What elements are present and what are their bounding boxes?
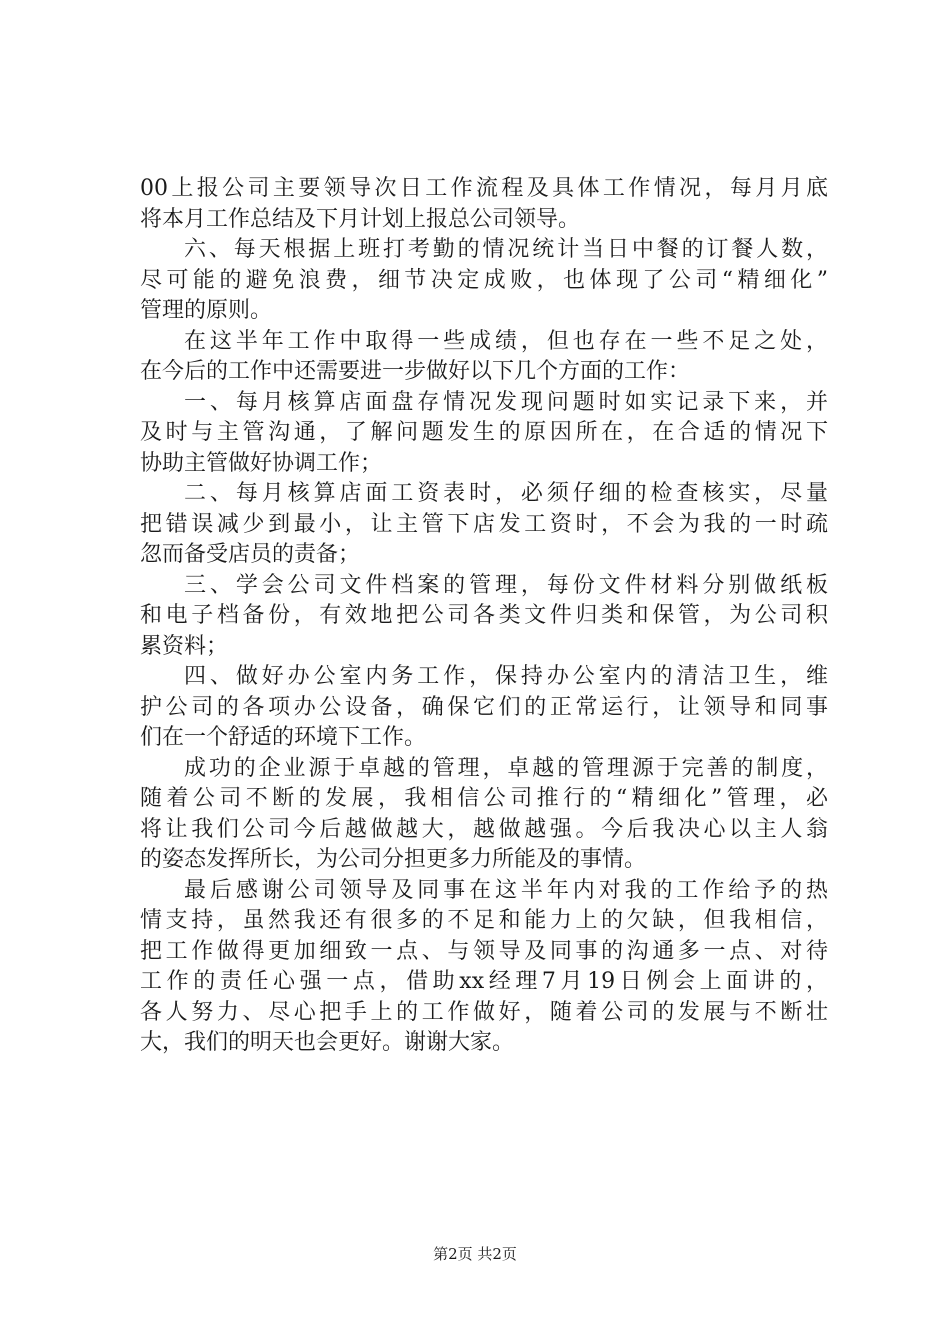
text-line: 及时与主管沟通，了解问题发生的原因所在，在合适的情况下 <box>140 420 828 445</box>
text-line: 大，我们的明天也会更好。谢谢大家。 <box>140 1030 515 1055</box>
text-line: 在今后的工作中还需要进一步做好以下几个方面的工作： <box>140 359 691 384</box>
text-line: 把工作做得更加细致一点、与领导及同事的沟通多一点、对待 <box>140 938 828 964</box>
text-line: 协助主管做好协调工作； <box>140 450 383 476</box>
text-line: 情支持，虽然我还有很多的不足和能力上的欠缺，但我相信， <box>140 908 828 933</box>
text-line: 的姿态发挥所长，为公司分担更多力所能及的事情。 <box>140 847 647 872</box>
text-line: 和电子档备份，有效地把公司各类文件归类和保管，为公司积 <box>140 603 828 628</box>
text-line: 00上报公司主要领导次日工作流程及具体工作情况，每月月底 <box>140 176 828 201</box>
document-body <box>140 174 828 1059</box>
text-line: 四、做好办公室内务工作，保持办公室内的清洁卫生，维 <box>184 664 828 689</box>
text-line: 工作的责任心强一点，借助xx经理7月19日例会上面讲的， <box>140 969 828 994</box>
text-line: 在这半年工作中取得一些成绩，但也存在一些不足之处， <box>184 328 828 354</box>
text-line: 将让我们公司今后越做越大，越做越强。今后我决心以主人翁 <box>140 816 828 842</box>
text-line: 各人努力、尽心把手上的工作做好，随着公司的发展与不断壮 <box>140 999 828 1025</box>
text-line: 累资料； <box>140 633 229 659</box>
page-footer: 第2页 共2页 <box>433 1245 517 1263</box>
text-line: 将本月工作总结及下月计划上报总公司领导。 <box>140 206 581 232</box>
text-line: 们在一个舒适的环境下工作。 <box>140 725 427 750</box>
text-line: 二、每月核算店面工资表时，必须仔细的检查核实，尽量 <box>184 481 828 506</box>
text-line: 六、每天根据上班打考勤的情况统计当日中餐的订餐人数， <box>184 237 828 262</box>
text-line: 随着公司不断的发展，我相信公司推行的“精细化”管理，必 <box>140 786 828 811</box>
text-line: 护公司的各项办公设备，确保它们的正常运行，让领导和同事 <box>140 694 828 720</box>
text-line: 一、每月核算店面盘存情况发现问题时如实记录下来，并 <box>184 389 828 415</box>
text-line: 三、学会公司文件档案的管理，每份文件材料分别做纸板 <box>184 572 828 598</box>
text-line: 把错误减少到最小，让主管下店发工资时，不会为我的一时疏 <box>140 511 828 537</box>
text-line: 尽可能的避免浪费，细节决定成败，也体现了公司“精细化” <box>140 267 828 293</box>
text-line: 成功的企业源于卓越的管理，卓越的管理源于完善的制度， <box>184 755 828 781</box>
text-line: 忽而备受店员的责备； <box>140 542 361 567</box>
text-line: 管理的原则。 <box>140 298 273 323</box>
text-line: 最后感谢公司领导及同事在这半年内对我的工作给予的热 <box>184 877 828 903</box>
